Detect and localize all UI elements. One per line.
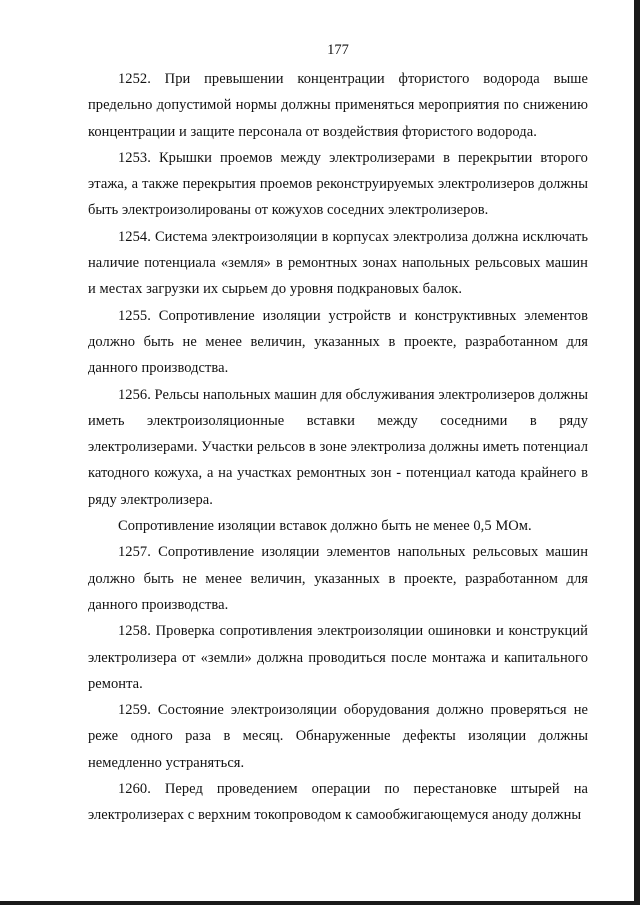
paragraph-1254: 1254. Система электроизоляции в корпусах электролиза должна исключать наличие потенциала «земля» в ремонтных зонах напольных рельсовых машин и местах загрузки их сырьем до уровня подкрановых балок. [88,228,588,298]
paragraph-1255: 1255. Сопротивление изоляции устройств и конструктивных элементов должно быть не менее величин, указанных в проекте, разработанном для данного производства. [88,307,588,377]
paragraph-1257: 1257. Сопротивление изоляции элементов напольных рельсовых машин должно быть не менее величин, указанных в проекте, разработанном для данного производства. [88,544,588,613]
scan-edge-right [634,0,640,905]
paragraph-1256-insulation: Сопротивление изоляции вставок должно быть не менее 0,5 МОм. [118,518,532,535]
paragraph-1259: 1259. Состояние электроизоляции оборудования должно проверяться не реже одного раза в месяц. Обнаруженные дефекты изоляции должны немедленно устраняться. [88,702,588,771]
paragraph-1253: 1253. Крышки проемов между электролизерами в перекрытии второго этажа, а также перекрытия проемов реконструируемых электролизеров должны быть электроизолированы от кожухов соседних электролизеров. [88,149,588,219]
paragraph-1258: 1258. Проверка сопротивления электроизоляции ошиновки и конструкций электролизера от «земли» должна проводиться после монтажа и капитального ремонта. [88,623,588,692]
scan-edge-bottom [0,901,640,905]
page-number: 177 [327,42,349,58]
paragraph-1252: 1252. При превышении концентрации фтористого водорода выше предельно допустимой нормы должны применяться мероприятия по снижению концентрации и защите персонала от воздействия фтористого водорода. [88,71,588,140]
paragraph-1256: 1256. Рельсы напольных машин для обслуживания электролизеров должны иметь электроизоляционные вставки между соседними в ряду электролизерами. Участки рельсов в зоне электролиза должны иметь потенциал катодного кожуха, а на участках ремонтных зон - потенциал катода крайнего в ряду электролизера. [88,386,589,508]
paragraph-1260: 1260. Перед проведением операции по перестановке штырей на электролизерах с верхним токопроводом к самообжигающемуся аноду должны [88,781,588,824]
document-page [88,40,588,829]
